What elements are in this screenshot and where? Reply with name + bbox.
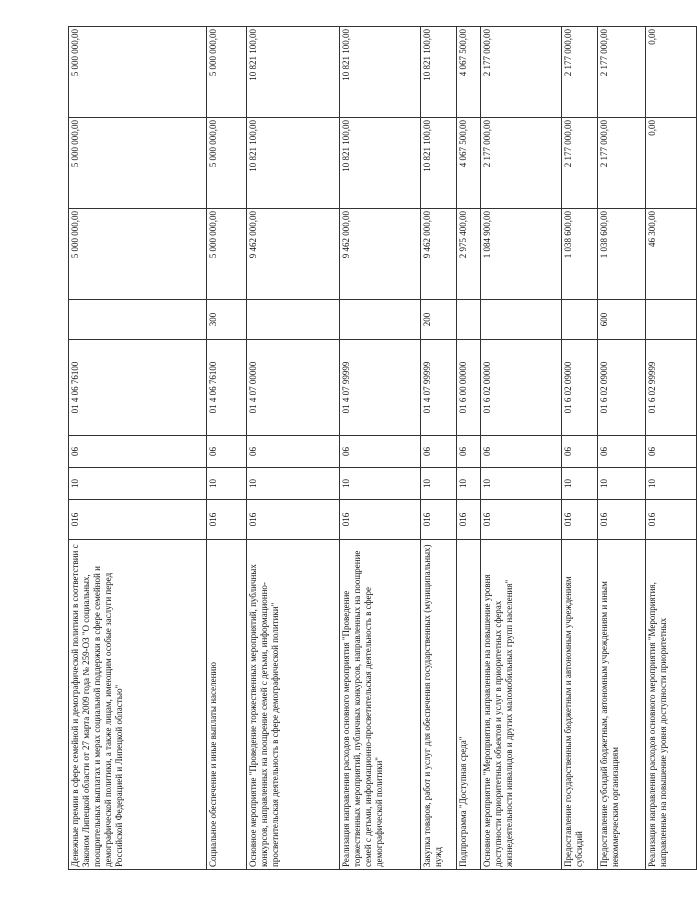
row-name: Основное мероприятие "Проведение торжественных мероприятий, публичных конкурсов, направленных на поощрение семей с детьми, информационно-просветительская деятельность в сфере демографической политики" bbox=[247, 540, 340, 870]
target-article-code: 01 6 02 09000 bbox=[562, 340, 598, 436]
amount-year-2: 0,00 bbox=[646, 118, 697, 209]
row-name: Денежные премии в сфере семейной и демографической политики в соответствии с Законом Липецкой области от 27 марта 2009 года № 259-ОЗ "О социальных, поощрительных выплатах и мерах социальной поддержки в сфере семейной и демографической политики, а также лицам, имеющим особые заслуги перед Российской Федерацией и Липецкой областью" bbox=[69, 540, 207, 870]
subsection-code: 06 bbox=[646, 436, 697, 468]
table-row bbox=[207, 27, 247, 870]
row-name: Закупка товаров, работ и услуг для обеспечения государственных (муниципальных) нужд bbox=[421, 540, 457, 870]
budget-table bbox=[68, 26, 697, 870]
admin-code: 016 bbox=[562, 500, 598, 540]
subsection-code: 06 bbox=[207, 436, 247, 468]
admin-code: 016 bbox=[646, 500, 697, 540]
section-code: 10 bbox=[646, 468, 697, 500]
expense-type-code bbox=[646, 300, 697, 340]
row-name: Социальное обеспечение и иные выплаты населению bbox=[207, 540, 247, 870]
target-article-code: 01 4 07 99999 bbox=[340, 340, 421, 436]
subsection-code: 06 bbox=[247, 436, 340, 468]
row-name: Реализация направления расходов основного мероприятия "Проведение торжественных мероприятий, публичных конкурсов, направленных на поощрение семей с детьми, информационно-просветительская деятельность в сфере демографической политики" bbox=[340, 540, 421, 870]
amount-year-3: 4 067 500,00 bbox=[457, 27, 481, 118]
section-code: 10 bbox=[340, 468, 421, 500]
subsection-code: 06 bbox=[481, 436, 562, 468]
expense-type-code: 200 bbox=[421, 300, 457, 340]
amount-year-3: 10 821 100,00 bbox=[421, 27, 457, 118]
amount-year-2: 4 067 500,00 bbox=[457, 118, 481, 209]
section-code: 10 bbox=[457, 468, 481, 500]
amount-year-1: 1 038 600,00 bbox=[598, 209, 646, 300]
expense-type-code bbox=[481, 300, 562, 340]
amount-year-1: 2 975 400,00 bbox=[457, 209, 481, 300]
amount-year-1: 1 038 600,00 bbox=[562, 209, 598, 300]
expense-type-code bbox=[340, 300, 421, 340]
amount-year-3: 10 821 100,00 bbox=[340, 27, 421, 118]
amount-year-3: 5 000 000,00 bbox=[69, 27, 207, 118]
section-code: 10 bbox=[207, 468, 247, 500]
amount-year-3: 2 177 000,00 bbox=[562, 27, 598, 118]
amount-year-1: 9 462 000,00 bbox=[247, 209, 340, 300]
subsection-code: 06 bbox=[457, 436, 481, 468]
amount-year-3: 2 177 000,00 bbox=[481, 27, 562, 118]
table-row bbox=[69, 27, 207, 870]
section-code: 10 bbox=[247, 468, 340, 500]
expense-type-code bbox=[457, 300, 481, 340]
amount-year-3: 5 000 000,00 bbox=[207, 27, 247, 118]
section-code: 10 bbox=[562, 468, 598, 500]
admin-code: 016 bbox=[481, 500, 562, 540]
amount-year-2: 2 177 000,00 bbox=[598, 118, 646, 209]
target-article-code: 01 4 06 76100 bbox=[69, 340, 207, 436]
target-article-code: 01 4 07 99999 bbox=[421, 340, 457, 436]
section-code: 10 bbox=[69, 468, 207, 500]
target-article-code: 01 6 02 00000 bbox=[481, 340, 562, 436]
amount-year-2: 5 000 000,00 bbox=[69, 118, 207, 209]
expense-type-code: 600 bbox=[598, 300, 646, 340]
admin-code: 016 bbox=[421, 500, 457, 540]
table-row bbox=[247, 27, 340, 870]
amount-year-3: 0,00 bbox=[646, 27, 697, 118]
target-article-code: 01 4 06 76100 bbox=[207, 340, 247, 436]
subsection-code: 06 bbox=[340, 436, 421, 468]
admin-code: 016 bbox=[247, 500, 340, 540]
table-row bbox=[481, 27, 562, 870]
row-name: Подпрограмма "Доступная среда" bbox=[457, 540, 481, 870]
amount-year-1: 46 300,00 bbox=[646, 209, 697, 300]
amount-year-2: 2 177 000,00 bbox=[481, 118, 562, 209]
subsection-code: 06 bbox=[69, 436, 207, 468]
table-row bbox=[598, 27, 646, 870]
table-row bbox=[457, 27, 481, 870]
table-row bbox=[562, 27, 598, 870]
subsection-code: 06 bbox=[598, 436, 646, 468]
amount-year-2: 2 177 000,00 bbox=[562, 118, 598, 209]
admin-code: 016 bbox=[340, 500, 421, 540]
table-row bbox=[646, 27, 697, 870]
amount-year-1: 9 462 000,00 bbox=[340, 209, 421, 300]
admin-code: 016 bbox=[69, 500, 207, 540]
expense-type-code bbox=[247, 300, 340, 340]
subsection-code: 06 bbox=[421, 436, 457, 468]
expense-type-code: 300 bbox=[207, 300, 247, 340]
amount-year-1: 1 084 900,00 bbox=[481, 209, 562, 300]
amount-year-1: 5 000 000,00 bbox=[69, 209, 207, 300]
admin-code: 016 bbox=[457, 500, 481, 540]
amount-year-1: 5 000 000,00 bbox=[207, 209, 247, 300]
target-article-code: 01 6 00 00000 bbox=[457, 340, 481, 436]
expense-type-code bbox=[562, 300, 598, 340]
target-article-code: 01 6 02 99999 bbox=[646, 340, 697, 436]
amount-year-3: 2 177 000,00 bbox=[598, 27, 646, 118]
target-article-code: 01 4 07 00000 bbox=[247, 340, 340, 436]
row-name: Предоставление субсидий бюджетным, автономным учреждениям и иным некоммерческим организациям bbox=[598, 540, 646, 870]
admin-code: 016 bbox=[207, 500, 247, 540]
section-code: 10 bbox=[421, 468, 457, 500]
section-code: 10 bbox=[598, 468, 646, 500]
expense-type-code bbox=[69, 300, 207, 340]
subsection-code: 06 bbox=[562, 436, 598, 468]
amount-year-3: 10 821 100,00 bbox=[247, 27, 340, 118]
target-article-code: 01 6 02 09000 bbox=[598, 340, 646, 436]
admin-code: 016 bbox=[598, 500, 646, 540]
amount-year-2: 10 821 100,00 bbox=[421, 118, 457, 209]
amount-year-2: 10 821 100,00 bbox=[247, 118, 340, 209]
amount-year-2: 10 821 100,00 bbox=[340, 118, 421, 209]
row-name: Реализация направления расходов основного мероприятия "Мероприятия, направленные на повышение уровня доступности приоритетных bbox=[646, 540, 697, 870]
rotated-table-wrapper bbox=[68, 27, 668, 870]
row-name: Предоставление государственным бюджетным и автономным учреждениям субсидий bbox=[562, 540, 598, 870]
table-row bbox=[340, 27, 421, 870]
row-name: Основное мероприятие "Мероприятия, направленные на повышение уровня доступности приоритетных объектов и услуг в приоритетных сферах жизнедеятельности инвалидов и других маломобильных групп населения" bbox=[481, 540, 562, 870]
amount-year-2: 5 000 000,00 bbox=[207, 118, 247, 209]
amount-year-1: 9 462 000,00 bbox=[421, 209, 457, 300]
table-row bbox=[421, 27, 457, 870]
section-code: 10 bbox=[481, 468, 562, 500]
